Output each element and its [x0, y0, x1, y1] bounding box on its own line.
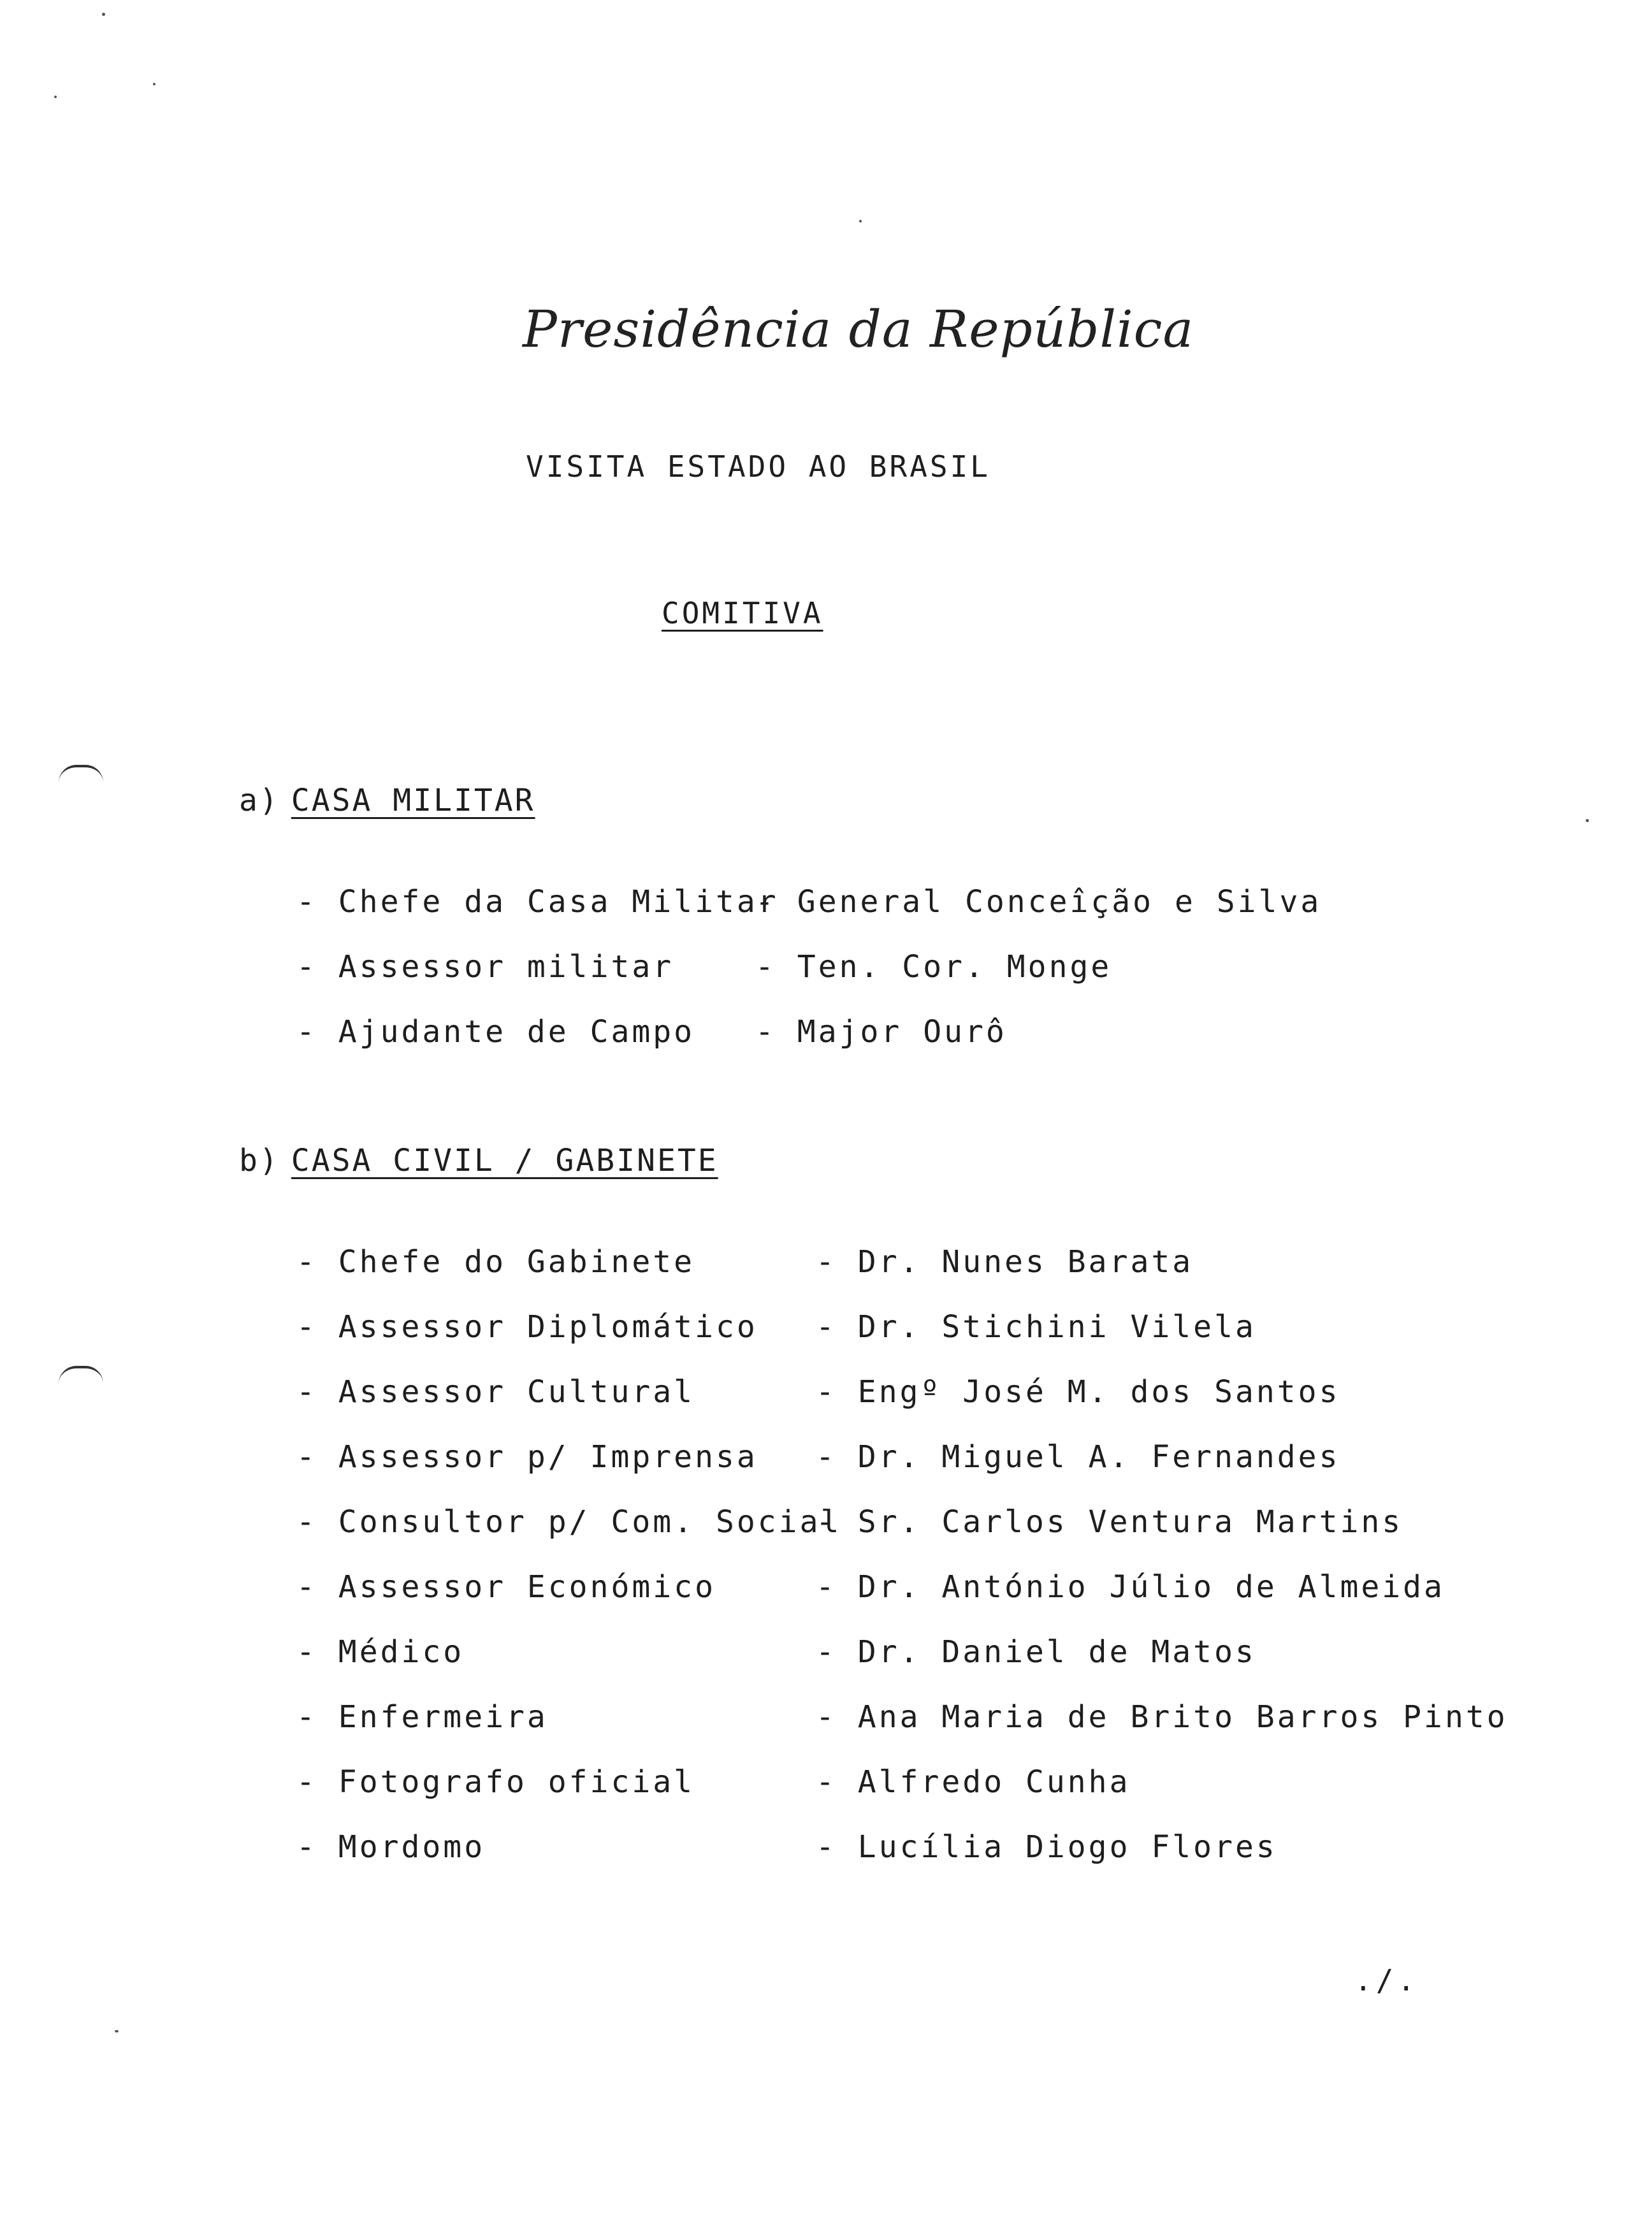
member-role: - Assessor Diplomático — [296, 1309, 758, 1345]
scan-speck — [102, 13, 105, 16]
member-name: - Dr. Stichini Vilela — [816, 1309, 1256, 1345]
scan-speck — [153, 83, 156, 85]
member-name: - Ana Maria de Brito Barros Pinto — [816, 1699, 1508, 1735]
member-role: - Consultor p/ Com. Social — [296, 1504, 842, 1540]
member-role: - Enfermeira — [296, 1699, 548, 1735]
scan-speck — [859, 220, 862, 222]
section-heading-casa-militar — [239, 783, 535, 818]
letterhead-script: Presidência da República — [523, 300, 1194, 359]
document-subtitle: COMITIVA — [662, 596, 823, 630]
section-name: CASA MILITAR — [291, 783, 535, 818]
member-name: - General Conceîção e Silva — [755, 884, 1322, 920]
punch-hole-mark — [59, 1366, 103, 1384]
member-role: - Chefe do Gabinete — [296, 1244, 695, 1280]
section-marker: a) — [239, 783, 280, 818]
member-name: - Alfredo Cunha — [816, 1764, 1131, 1800]
member-name: - Lucília Diogo Flores — [816, 1829, 1277, 1865]
section-marker: b) — [239, 1143, 280, 1178]
member-role: - Ajudante de Campo — [296, 1014, 695, 1050]
document-title: VISITA ESTADO AO BRASIL — [526, 449, 990, 484]
member-name: - Dr. Daniel de Matos — [816, 1634, 1256, 1670]
continuation-mark: ./. — [1354, 1963, 1419, 1997]
scan-speck — [1586, 819, 1589, 822]
member-role: - Assessor p/ Imprensa — [296, 1439, 758, 1475]
member-role: - Assessor Económico — [296, 1569, 716, 1605]
member-role: - Médico — [296, 1634, 465, 1670]
member-role: - Assessor Cultural — [296, 1374, 695, 1410]
member-name: - Dr. Miguel A. Fernandes — [816, 1439, 1340, 1475]
member-name: - Dr. Nunes Barata — [816, 1244, 1194, 1280]
member-role: - Fotografo oficial — [296, 1764, 695, 1800]
scan-speck — [54, 96, 57, 98]
member-name: - Ten. Cor. Monge — [755, 949, 1112, 985]
member-role: - Assessor militar — [296, 949, 674, 985]
member-name: - Engº José M. dos Santos — [816, 1374, 1340, 1410]
punch-hole-mark — [59, 765, 103, 783]
section-name: CASA CIVIL / GABINETE — [291, 1143, 718, 1178]
member-name: - Sr. Carlos Ventura Martins — [816, 1504, 1403, 1540]
member-name: - Dr. António Júlio de Almeida — [816, 1569, 1445, 1605]
member-role: - Mordomo — [296, 1829, 486, 1865]
member-role: - Chefe da Casa Militar — [296, 884, 779, 920]
member-name: - Major Ourô — [755, 1014, 1007, 1050]
scan-speck — [115, 2030, 119, 2033]
section-heading-casa-civil — [239, 1143, 718, 1178]
